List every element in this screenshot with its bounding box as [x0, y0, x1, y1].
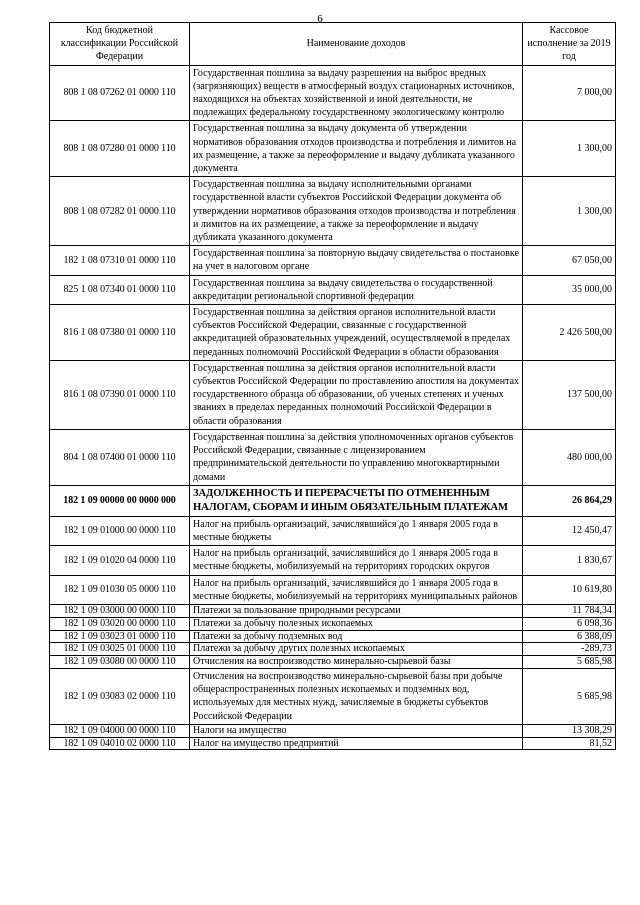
row-name: Государственная пошлина за выдачу исполнительными органами государственной власти субъектов Российской Федерации документа об утверждении нормативов образования отходов производства и потребления и лимитов на их размещение, а также за переоформление и выдачу дубликата указанного документа	[190, 177, 523, 246]
row-name: Платежи за добычу других полезных ископаемых	[190, 643, 523, 656]
header-name: Наименование доходов	[190, 23, 523, 66]
row-code: 182 1 09 01020 04 0000 110	[50, 546, 190, 575]
row-code: 182 1 09 01030 05 0000 110	[50, 575, 190, 604]
table-row	[50, 643, 616, 656]
table-row	[50, 121, 616, 177]
row-name: Налог на прибыль организаций, зачислявшийся до 1 января 2005 года в местные бюджеты, мобилизуемый на территориях городских округов	[190, 546, 523, 575]
row-name: Налог на имущество предприятий	[190, 737, 523, 750]
row-name: Налоги на имущество	[190, 724, 523, 737]
page-number: 6	[317, 13, 323, 25]
table-row	[50, 360, 616, 429]
row-amount: 12 450,47	[523, 516, 616, 545]
table-row	[50, 177, 616, 246]
row-name: Государственная пошлина за выдачу свидетельства о государственной аккредитации региональной спортивной федерации	[190, 275, 523, 304]
row-code: 825 1 08 07340 01 0000 110	[50, 275, 190, 304]
table-row	[50, 275, 616, 304]
row-code: 182 1 09 00000 00 0000 000	[50, 485, 190, 516]
table-row	[50, 575, 616, 604]
table-row	[50, 737, 616, 750]
row-name: Налог на прибыль организаций, зачислявшийся до 1 января 2005 года в местные бюджеты	[190, 516, 523, 545]
table-row	[50, 546, 616, 575]
row-name: Государственная пошлина за действия органов исполнительной власти субъектов Российской Федерации по проставлению апостиля на документах государственного образца об образовании, об ученых степенях и ученых званиях в пределах переданных полномочий Российской Федерации в области образования	[190, 360, 523, 429]
row-code: 182 1 09 01000 00 0000 110	[50, 516, 190, 545]
row-amount: 11 784,34	[523, 604, 616, 617]
table-row	[50, 630, 616, 643]
row-code: 182 1 09 03023 01 0000 110	[50, 630, 190, 643]
row-code: 808 1 08 07262 01 0000 110	[50, 65, 190, 121]
row-name: Платежи за добычу подземных вод	[190, 630, 523, 643]
table-row	[50, 617, 616, 630]
table-row	[50, 604, 616, 617]
row-code: 182 1 09 03020 00 0000 110	[50, 617, 190, 630]
row-code: 182 1 09 04010 02 0000 110	[50, 737, 190, 750]
table-header-row	[50, 23, 616, 66]
row-code: 808 1 08 07280 01 0000 110	[50, 121, 190, 177]
row-amount: 137 500,00	[523, 360, 616, 429]
row-code: 816 1 08 07390 01 0000 110	[50, 360, 190, 429]
row-code: 182 1 09 04000 00 0000 110	[50, 724, 190, 737]
row-name: Государственная пошлина за действия уполномоченных органов субъектов Российской Федерации, связанные с лицензированием предпринимательской деятельности по управлению многоквартирными домами	[190, 429, 523, 485]
table-row	[50, 668, 616, 724]
row-amount: 2 426 500,00	[523, 305, 616, 361]
row-name: Платежи за добычу полезных ископаемых	[190, 617, 523, 630]
row-amount: -289,73	[523, 643, 616, 656]
row-code: 182 1 09 03083 02 0000 110	[50, 668, 190, 724]
table-row	[50, 65, 616, 121]
row-code: 808 1 08 07282 01 0000 110	[50, 177, 190, 246]
row-amount: 5 685,98	[523, 656, 616, 669]
row-amount: 26 864,29	[523, 485, 616, 516]
row-code: 182 1 09 03000 00 0000 110	[50, 604, 190, 617]
row-name: Отчисления на воспроизводство минерально-сырьевой базы при добыче общераспространенных полезных ископаемых и подземных вод, используемых для местных нужд, зачисляемые в бюджеты субъектов Российской Федерации	[190, 668, 523, 724]
row-amount: 7 000,00	[523, 65, 616, 121]
row-name: ЗАДОЛЖЕННОСТЬ И ПЕРЕРАСЧЕТЫ ПО ОТМЕНЕННЫМ НАЛОГАМ, СБОРАМ И ИНЫМ ОБЯЗАТЕЛЬНЫМ ПЛАТЕЖАМ	[190, 485, 523, 516]
row-name: Отчисления на воспроизводство минерально-сырьевой базы	[190, 656, 523, 669]
table-row	[50, 656, 616, 669]
row-name: Налог на прибыль организаций, зачислявшийся до 1 января 2005 года в местные бюджеты, мобилизуемый на территориях муниципальных районов	[190, 575, 523, 604]
table-row	[50, 305, 616, 361]
row-amount: 1 300,00	[523, 177, 616, 246]
row-amount: 6 388,09	[523, 630, 616, 643]
row-amount: 35 000,00	[523, 275, 616, 304]
row-amount: 13 308,29	[523, 724, 616, 737]
row-code: 182 1 09 03025 01 0000 110	[50, 643, 190, 656]
row-amount: 10 619,80	[523, 575, 616, 604]
row-amount: 6 098,36	[523, 617, 616, 630]
row-code: 816 1 08 07380 01 0000 110	[50, 305, 190, 361]
row-name: Государственная пошлина за действия органов исполнительной власти субъектов Российской Федерации, связанные с государственной аккредитацией образовательных учреждений, осуществляемой в пределах переданных полномочий Российской Федерации в области образования	[190, 305, 523, 361]
row-amount: 5 685,98	[523, 668, 616, 724]
row-code: 804 1 08 07400 01 0000 110	[50, 429, 190, 485]
row-name: Государственная пошлина за выдачу разрешения на выброс вредных (загрязняющих) веществ в атмосферный воздух стационарных источников, находящихся на объектах хозяйственной и иной деятельности, не подлежащих федеральному государственному экологическому контролю	[190, 65, 523, 121]
table-row	[50, 516, 616, 545]
row-amount: 67 050,00	[523, 246, 616, 275]
row-code: 182 1 08 07310 01 0000 110	[50, 246, 190, 275]
header-code: Код бюджетной классификации Российской Федерации	[50, 23, 190, 66]
header-amount: Кассовое исполнение за 2019 год	[523, 23, 616, 66]
row-name: Государственная пошлина за выдачу документа об утверждении нормативов образования отходов производства и потребления и лимитов на их размещение, а также за переоформление и выдачу дубликата указанного документа	[190, 121, 523, 177]
row-amount: 81,52	[523, 737, 616, 750]
row-amount: 1 830,67	[523, 546, 616, 575]
revenue-table	[49, 22, 616, 750]
row-name: Платежи за пользование природными ресурсами	[190, 604, 523, 617]
table-row-section	[50, 485, 616, 516]
table-row	[50, 724, 616, 737]
row-code: 182 1 09 03080 00 0000 110	[50, 656, 190, 669]
row-amount: 480 000,00	[523, 429, 616, 485]
row-amount: 1 300,00	[523, 121, 616, 177]
row-name: Государственная пошлина за повторную выдачу свидетельства о постановке на учет в налоговом органе	[190, 246, 523, 275]
table-row	[50, 429, 616, 485]
table-row	[50, 246, 616, 275]
